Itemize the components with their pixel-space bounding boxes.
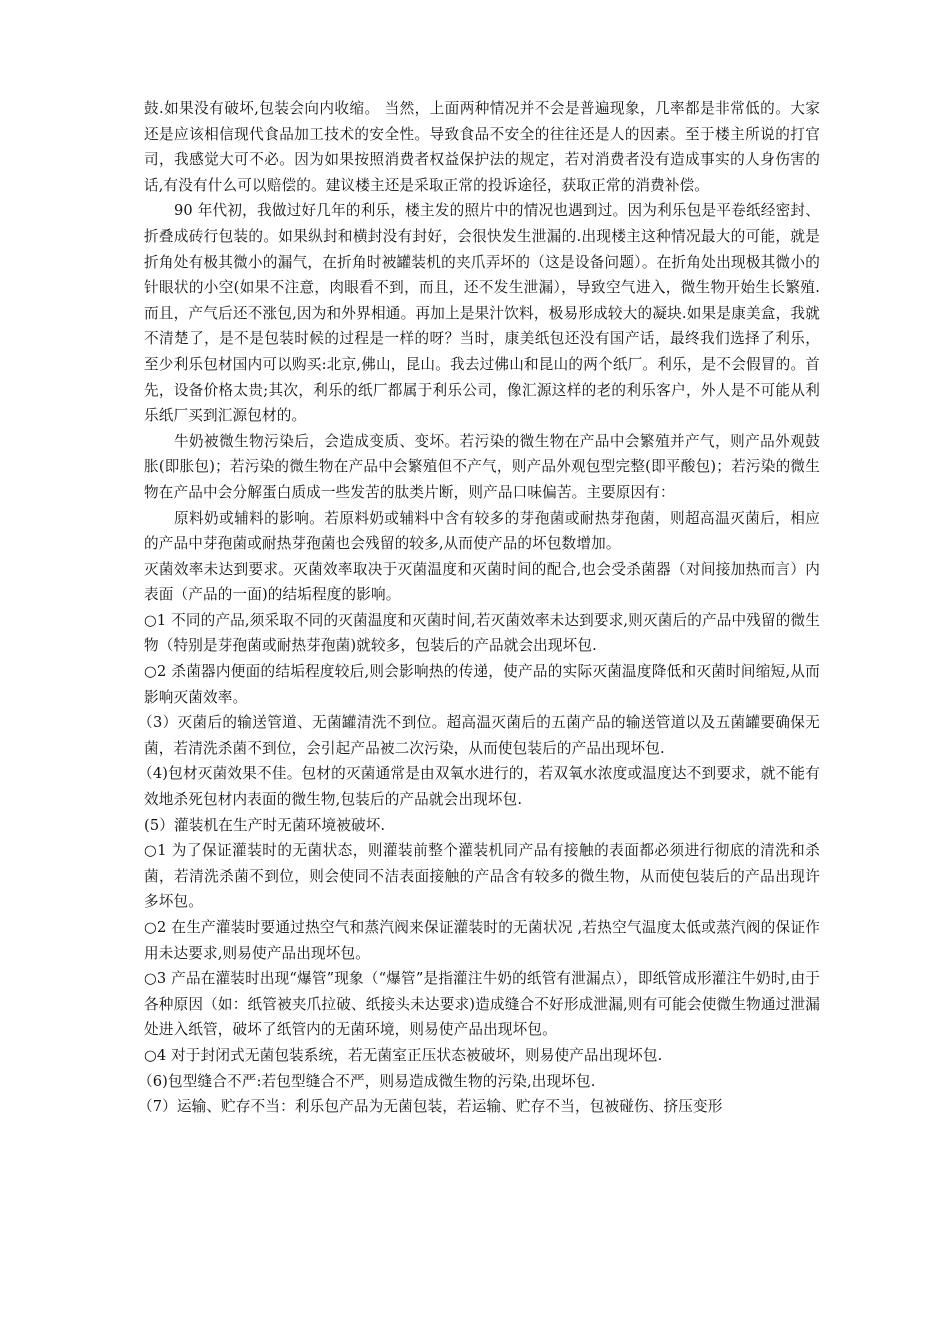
list-item: （3）灭菌后的输送管道、无菌罐清洗不到位。超高温灭菌后的五菌产品的输送管道以及五菌罐要确保无菌，若清洗杀菌不到位，会引起产品被二次污染，从而使包装后的产品出现坏包.	[138, 714, 820, 757]
list-item: ○2 杀菌器内便面的结垢程度较后,则会影响热的传递，使产品的实际灭菌温度降低和灭菌时间缩短,从而影响灭菌效率。	[144, 663, 820, 706]
list-item: ○1 为了保证灌装时的无菌状态，则灌装前整个灌装机同产品有接触的表面都必须进行彻底的清洗和杀菌，若清洗杀菌不到位，则会使同不洁表面接触的产品含有较多的微生物，从而使包装后的产品出现许多坏包。	[144, 842, 820, 911]
paragraph: 90 年代初，我做过好几年的利乐，楼主发的照片中的情况也遇到过。因为利乐包是平卷纸经密封、折叠成砖行包装的。如果纵封和横封没有封好，会很快发生泄漏的.出现楼主这种情况最大的可能，就是折角处有极其微小的漏气，在折角时被罐装机的夹爪弄坏的（这是设备问题）。在折角处出现极其微小的针眼状的小空(如果不注意，肉眼看不到，而且，还不发生泄漏），导致空气进入，微生物开始生长繁殖.而且，产气后还不涨包,因为和外界相通。再加上是果汁饮料，极易形成较大的凝块.如果是康美盒，我就不清楚了，是不是包装时候的过程是一样的呀？当时，康美纸包还没有国产话，最终我们选择了利乐，至少利乐包材国内可以购买:北京,佛山，昆山。我去过佛山和昆山的两个纸厂。利乐，是不会假冒的。首先，设备价格太贵;其次，利乐的纸厂都属于利乐公司，像汇源这样的老的利乐客户，外人是不可能从利乐纸厂买到汇源包材的。	[144, 202, 820, 425]
list-item: ○1 不同的产品,须采取不同的灭菌温度和灭菌时间,若灭菌效率未达到要求,则灭菌后的产品中残留的微生物（特别是芽孢菌或耐热芽孢菌)就较多，包装后的产品就会出现坏包.	[144, 611, 820, 655]
list-item: （6)包型缝合不严:若包型缝合不严，则易造成微生物的污染,出现坏包.	[138, 1072, 596, 1090]
document-body	[138, 96, 820, 1120]
list-item: （4)包材灭菌效果不佳。包材的灭菌通常是由双氧水进行的，若双氧水浓度或温度达不到要求，就不能有效地杀死包材内表面的微生物,包装后的产品就会出现坏包.	[138, 765, 820, 809]
paragraph: 原料奶或辅料的影响。若原料奶或辅料中含有较多的芽孢菌或耐热芽孢菌，则超高温灭菌后，相应的产品中芽孢菌或耐热芽孢菌也会残留的较多,从而使产品的坏包数增加。	[144, 509, 820, 553]
paragraph: 牛奶被微生物污染后，会造成变质、变坏。若污染的微生物在产品中会繁殖并产气，则产品外观鼓胀(即胀包)；若污染的微生物在产品中会繁殖但不产气，则产品外观包型完整(即平酸包)；若污染的微生物在产品中会分解蛋白质成一些发苦的肽类片断，则产品口味偏苦。主要原因有：	[144, 432, 820, 501]
list-item: （7）运输、贮存不当：利乐包产品为无菌包装，若运输、贮存不当，包被碰伤、挤压变形	[138, 1098, 723, 1116]
list-item: ○3 产品在灌装时出现“爆管”现象（“爆管”是指灌注牛奶的纸管有泄漏点），即纸管成形灌注牛奶时,由于各种原因（如：纸管被夹爪拉破、纸接头未达要求)造成缝合不好形成泄漏,则有可能会使微生物通过泄漏处进入纸管，破坏了纸管内的无菌环境，则易使产品出现坏包。	[144, 970, 820, 1039]
list-item: ○4 对于封闭式无菌包装系统，若无菌室正压状态被破坏，则易使产品出现坏包.	[144, 1046, 663, 1064]
list-item: (5）灌装机在生产时无菌环境被破坏.	[144, 816, 386, 834]
paragraph: 鼓.如果没有破坏,包装会向内收缩。 当然，上面两种情况并不会是普遍现象，几率都是非常低的。大家还是应该相信现代食品加工技术的安全性。导致食品不安全的往往还是人的因素。至于楼主所说的打官司，我感觉大可不必。因为如果按照消费者权益保护法的规定，若对消费者没有造成事实的人身伤害的话,有没有什么可以赔偿的。建议楼主还是采取正常的投诉途径，获取正常的消费补偿。	[144, 100, 820, 194]
paragraph: 灭菌效率未达到要求。灭菌效率取决于灭菌温度和灭菌时间的配合,也会受杀菌器（对间接加热而言）内表面（产品的一面)的结垢程度的影响。	[144, 560, 820, 604]
list-item: ○2 在生产灌装时要通过热空气和蒸汽阀来保证灌装时的无菌状况 ,若热空气温度太低或蒸汽阀的保证作用未达要求,则易使产品出现坏包。	[144, 919, 820, 962]
